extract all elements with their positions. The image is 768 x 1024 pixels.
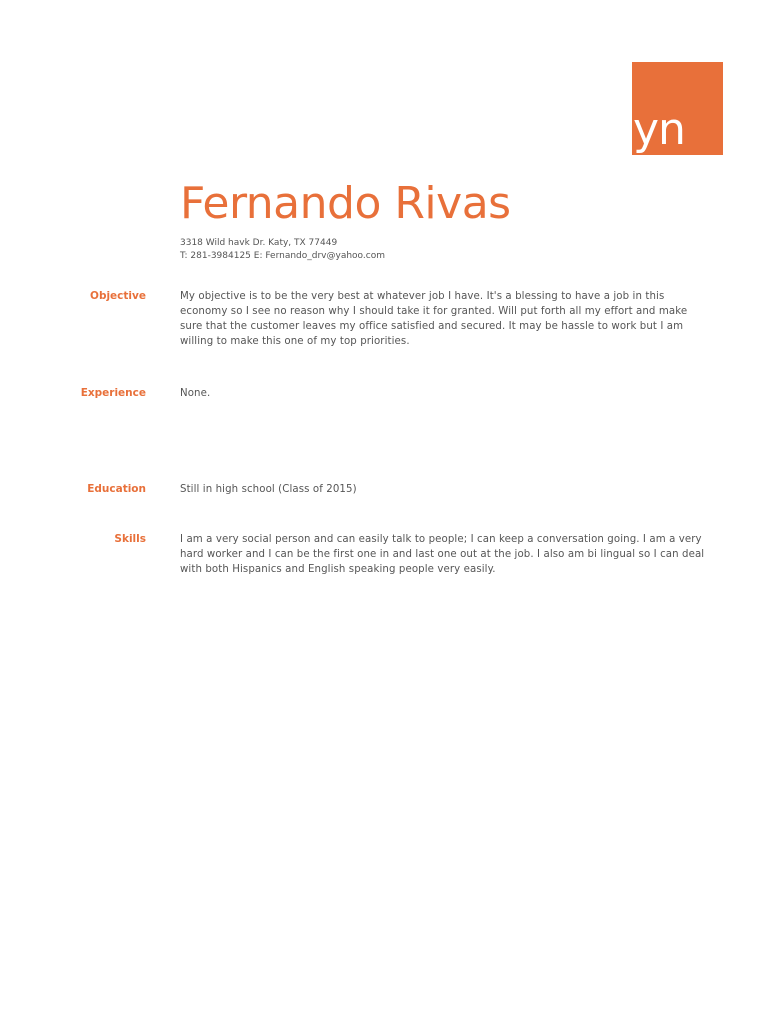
education-label: Education xyxy=(87,483,146,495)
experience-label: Experience xyxy=(80,387,146,399)
contact-address: 3318 Wild havk Dr. Katy, TX 77449 xyxy=(180,238,338,248)
skills-label: Skills xyxy=(114,533,146,545)
contact-info xyxy=(180,237,385,263)
contact-phone-email: T: 281-3984125 E: Fernando_drv@yahoo.com xyxy=(180,251,385,261)
experience-text: None. xyxy=(180,388,211,399)
skills-text: I am a very social person and can easily talk to people; I can keep a conversation going. I am a very hard worker and I can be the first one in and last one out at the job. I also am bi lingual so I can deal with both Hispanics and English speaking people very easily. xyxy=(180,534,705,575)
objective-text: My objective is to be the very best at whatever job I have. It's a blessing to have a job in this economy so I see no reason why I should take it for granted. Will put forth all my effort and make sure that the customer leaves my office satisfied and secured. It may be hassle to work but I am willing to make this one of my top priorities. xyxy=(180,291,688,347)
resume-name: Fernando Rivas xyxy=(180,178,511,229)
objective-label: Objective xyxy=(90,290,146,302)
monogram-logo xyxy=(632,62,723,155)
education-text: Still in high school (Class of 2015) xyxy=(180,484,357,495)
monogram-initials: yn xyxy=(633,104,685,155)
